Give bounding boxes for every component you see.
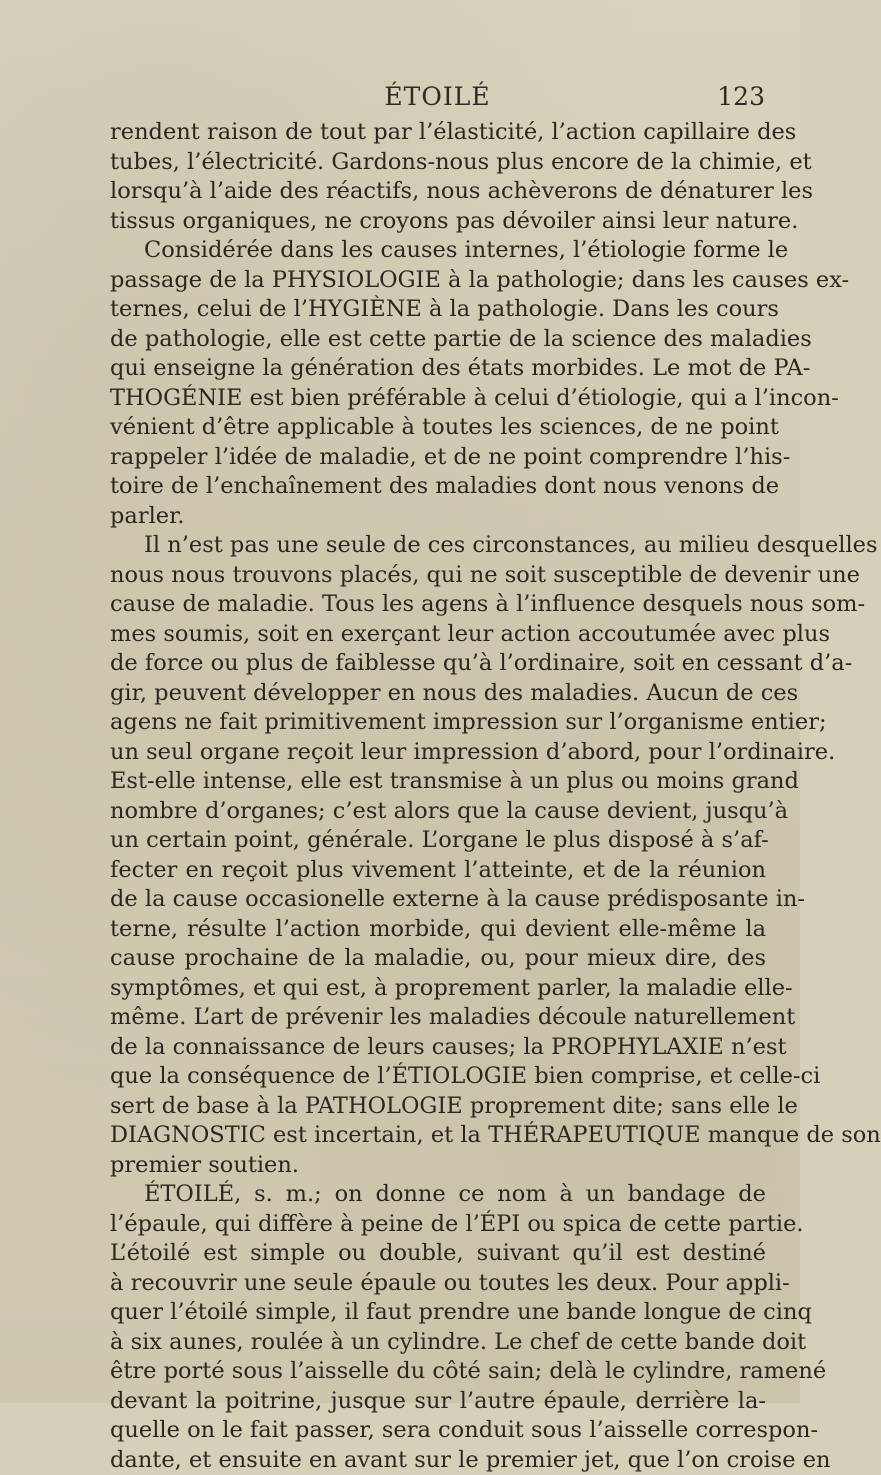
text-line: cause de maladie. Tous les agens à l’influence desquels nous som- xyxy=(110,590,766,620)
text-line: DIAGNOSTIC est incertain, et la THÉRAPEUTIQUE manque de son xyxy=(110,1121,766,1151)
text-line: que la conséquence de l’ÉTIOLOGIE bien comprise, et celle-ci xyxy=(110,1062,766,1092)
running-title: ÉTOILÉ xyxy=(110,82,765,111)
text-line: à recouvrir une seule épaule ou toutes les deux. Pour appli- xyxy=(110,1269,766,1299)
text-line: Est-elle intense, elle est transmise à un plus ou moins grand xyxy=(110,767,766,797)
text-line: rendent raison de tout par l’élasticité, l’action capillaire des xyxy=(110,118,766,148)
body-text xyxy=(110,118,766,1475)
text-line: un certain point, générale. L’organe le plus disposé à s’af- xyxy=(110,826,766,856)
text-line: L’étoilé est simple ou double, suivant qu’il est destiné xyxy=(110,1239,766,1269)
text-line: rappeler l’idée de maladie, et de ne point comprendre l’his- xyxy=(110,443,766,473)
text-line: être porté sous l’aisselle du côté sain; delà le cylindre, ramené xyxy=(110,1357,766,1387)
text-line: quelle on le fait passer, sera conduit sous l’aisselle correspon- xyxy=(110,1416,766,1446)
text-line: premier soutien. xyxy=(110,1151,766,1181)
text-line: à six aunes, roulée à un cylindre. Le chef de cette bande doit xyxy=(110,1328,766,1358)
text-line: devant la poitrine, jusque sur l’autre épaule, derrière la- xyxy=(110,1387,766,1417)
text-line: Il n’est pas une seule de ces circonstances, au milieu desquelles xyxy=(110,531,766,561)
text-line: de pathologie, elle est cette partie de la science des maladies xyxy=(110,325,766,355)
text-line: tissus organiques, ne croyons pas dévoiler ainsi leur nature. xyxy=(110,207,766,237)
text-line: toire de l’enchaînement des maladies dont nous venons de xyxy=(110,472,766,502)
text-line: de la connaissance de leurs causes; la PROPHYLAXIE n’est xyxy=(110,1033,766,1063)
text-line: ternes, celui de l’HYGIÈNE à la pathologie. Dans les cours xyxy=(110,295,766,325)
text-line: gir, peuvent développer en nous des maladies. Aucun de ces xyxy=(110,679,766,709)
text-line: nous nous trouvons placés, qui ne soit susceptible de devenir une xyxy=(110,561,766,591)
text-line: symptômes, et qui est, à proprement parler, la maladie elle- xyxy=(110,974,766,1004)
text-line: passage de la PHYSIOLOGIE à la pathologie; dans les causes ex- xyxy=(110,266,766,296)
text-line: agens ne fait primitivement impression sur l’organisme entier; xyxy=(110,708,766,738)
page-number: 123 xyxy=(717,82,765,111)
text-line: nombre d’organes; c’est alors que la cause devient, jusqu’à xyxy=(110,797,766,827)
text-line: tubes, l’électricité. Gardons-nous plus encore de la chimie, et xyxy=(110,148,766,178)
text-line: THOGÉNIE est bien préférable à celui d’étiologie, qui a l’incon- xyxy=(110,384,766,414)
running-head xyxy=(110,80,765,120)
text-line: quer l’étoilé simple, il faut prendre une bande longue de cinq xyxy=(110,1298,766,1328)
text-line: Considérée dans les causes internes, l’étiologie forme le xyxy=(110,236,766,266)
text-line: sert de base à la PATHOLOGIE proprement dite; sans elle le xyxy=(110,1092,766,1122)
text-line: terne, résulte l’action morbide, qui devient elle-même la xyxy=(110,915,766,945)
text-line: fecter en reçoit plus vivement l’atteinte, et de la réunion xyxy=(110,856,766,886)
text-line: même. L’art de prévenir les maladies découle naturellement xyxy=(110,1003,766,1033)
text-line: l’épaule, qui diffère à peine de l’ÉPI ou spica de cette partie. xyxy=(110,1210,766,1240)
text-line: de la cause occasionelle externe à la cause prédisposante in- xyxy=(110,885,766,915)
text-line: ÉTOILÉ, s. m.; on donne ce nom à un bandage de xyxy=(110,1180,766,1210)
text-line: vénient d’être applicable à toutes les sciences, de ne point xyxy=(110,413,766,443)
text-line: qui enseigne la génération des états morbides. Le mot de PA- xyxy=(110,354,766,384)
text-line: cause prochaine de la maladie, ou, pour mieux dire, des xyxy=(110,944,766,974)
text-line: parler. xyxy=(110,502,766,532)
text-line: mes soumis, soit en exerçant leur action accoutumée avec plus xyxy=(110,620,766,650)
text-line: dante, et ensuite en avant sur le premier jet, que l’on croise en xyxy=(110,1446,766,1475)
text-line: lorsqu’à l’aide des réactifs, nous achèverons de dénaturer les xyxy=(110,177,766,207)
text-line: de force ou plus de faiblesse qu’à l’ordinaire, soit en cessant d’a- xyxy=(110,649,766,679)
text-line: un seul organe reçoit leur impression d’abord, pour l’ordinaire. xyxy=(110,738,766,768)
